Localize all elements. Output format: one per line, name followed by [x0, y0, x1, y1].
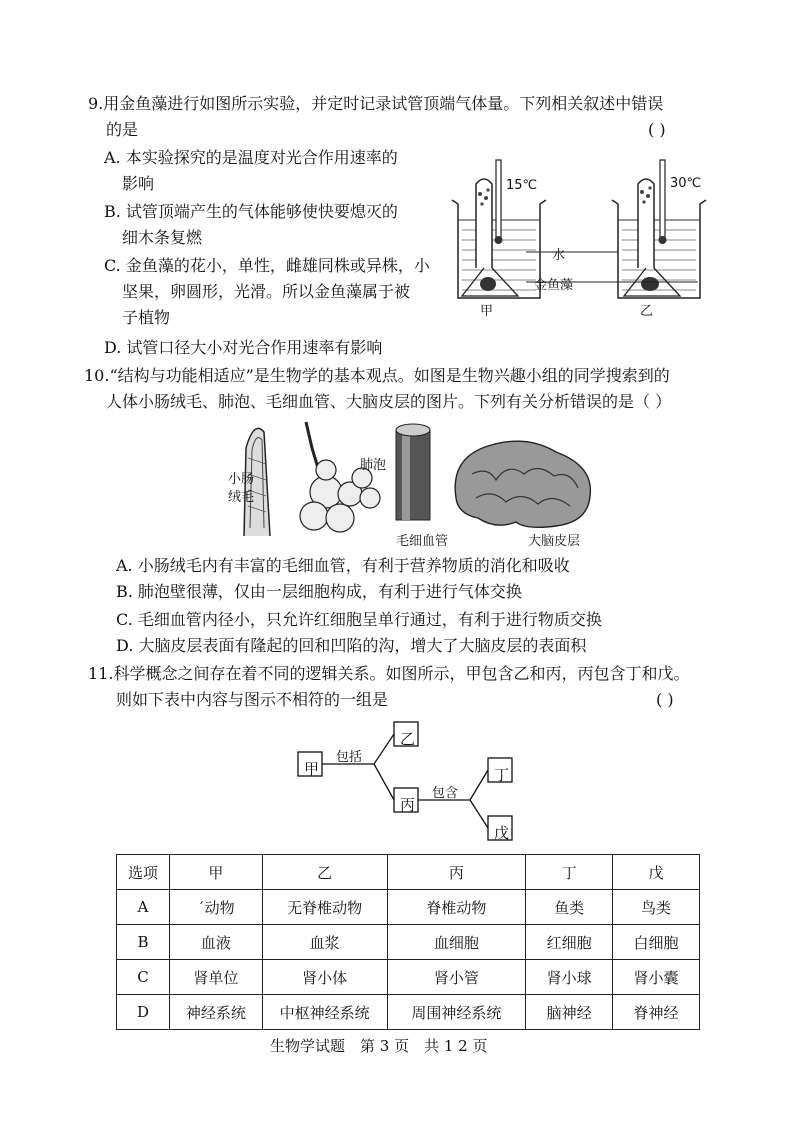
q9-figure-jia: 甲 — [480, 304, 494, 319]
table-cell: 神经系统 — [169, 995, 262, 1030]
table-cell: 脊神经 — [613, 995, 700, 1030]
q9-option-b-line2: 细木条复燃 — [122, 228, 203, 247]
table-cell: ˊ动物 — [169, 890, 262, 925]
q9-answer-paren: ( ) — [648, 120, 666, 139]
table-cell: 肾小球 — [526, 960, 613, 995]
q9-option-c-line1: C. 金鱼藻的花小，单性，雌雄同株或异株，小 — [104, 256, 430, 275]
capillary-image — [396, 424, 430, 520]
q10-stem-line2: 人体小肠绒毛、肺泡、毛细血管、大脑皮层的图片。下列有关分析错误的是（ ） — [106, 392, 672, 411]
q9-temp-label-right: 30℃ — [670, 176, 702, 191]
table-row — [117, 995, 700, 1030]
table-cell: 周围神经系统 — [387, 995, 526, 1030]
q10-villi-label-1: 小肠 — [228, 472, 255, 487]
table-cell: 血液 — [169, 925, 262, 960]
q10-option-a: A. 小肠绒毛内有丰富的毛细血管，有利于营养物质的消化和吸收 — [116, 556, 570, 575]
table-header-cell: 丁 — [526, 855, 613, 890]
table-header-cell: 甲 — [169, 855, 262, 890]
q11-stem-line2: 则如下表中内容与图示不相符的一组是 — [116, 690, 389, 709]
diagram-wu: 戊 — [494, 824, 510, 842]
q9-stem-line2: 的是 — [106, 120, 139, 139]
table-row — [117, 925, 700, 960]
q10-cortex-label: 大脑皮层 — [528, 534, 581, 549]
q9-stem-line1: 9.用金鱼藻进行如图所示实验，并定时记录试管顶端气体量。下列相关叙述中错误 — [88, 94, 664, 113]
table-cell: A — [117, 890, 170, 925]
q10-stem-line1: 10.“结构与功能相适应”是生物学的基本观点。如图是生物兴趣小组的同学搜索到的 — [84, 366, 670, 385]
table-cell: 中枢神经系统 — [262, 995, 387, 1030]
q10-villi-label-2: 绒毛 — [228, 490, 255, 505]
q10-option-c: C. 毛细血管内径小，只允许红细胞呈单行通过，有利于进行物质交换 — [116, 610, 602, 629]
diagram-label-contain: 包含 — [432, 786, 459, 801]
table-header-cell: 选项 — [117, 855, 170, 890]
q10-capillary-label: 毛细血管 — [396, 534, 449, 549]
table-header-cell: 戊 — [613, 855, 700, 890]
table-cell: 无脊椎动物 — [262, 890, 387, 925]
q11-options-table — [116, 854, 700, 1030]
table-header-cell: 乙 — [262, 855, 387, 890]
diagram-ding: 丁 — [494, 766, 510, 784]
table-header-cell: 丙 — [387, 855, 526, 890]
table-cell: 鸟类 — [613, 890, 700, 925]
table-cell: 脑神经 — [526, 995, 613, 1030]
diagram-yi: 乙 — [400, 730, 416, 748]
table-cell: 白细胞 — [613, 925, 700, 960]
table-header-row — [117, 855, 700, 890]
table-cell: 红细胞 — [526, 925, 613, 960]
q11-stem-line1: 11.科学概念之间存在着不同的逻辑关系。如图所示，甲包含乙和丙，丙包含丁和戊。 — [88, 664, 690, 683]
table-cell: C — [117, 960, 170, 995]
table-cell: D — [117, 995, 170, 1030]
diagram-bing: 丙 — [400, 796, 416, 814]
table-cell: 肾小管 — [387, 960, 526, 995]
table-row — [117, 890, 700, 925]
q10-option-b: B. 肺泡壁很薄，仅由一层细胞构成，有利于进行气体交换 — [116, 582, 522, 601]
q9-plant-label: 金鱼藻 — [534, 278, 574, 293]
diagram-label-include: 包括 — [336, 750, 363, 765]
q9-figure-yi: 乙 — [640, 304, 654, 319]
page-footer: 生物学试题 第 3 页 共 1 2 页 — [270, 1037, 488, 1055]
q9-option-a-line2: 影响 — [122, 174, 155, 193]
table-cell: B — [117, 925, 170, 960]
table-cell: 鱼类 — [526, 890, 613, 925]
table-cell: 血细胞 — [387, 925, 526, 960]
q9-option-d: D. 试管口径大小对光合作用速率有影响 — [104, 338, 383, 357]
q9-temp-label-left: 15℃ — [506, 178, 538, 193]
q10-organs-figure — [226, 418, 606, 540]
q9-option-c-line3: 子植物 — [122, 308, 171, 327]
q9-option-c-line2: 坚果，卵圆形，光滑。所以金鱼藻属于被 — [122, 282, 411, 301]
table-cell: 肾小囊 — [613, 960, 700, 995]
q9-water-label: 水 — [552, 248, 566, 263]
table-cell: 肾小体 — [262, 960, 387, 995]
brain-image — [455, 441, 590, 527]
q9-option-a-line1: A. 本实验探究的是温度对光合作用速率的 — [104, 148, 398, 167]
q10-option-d: D. 大脑皮层表面有隆起的回和凹陷的沟，增大了大脑皮层的表面积 — [116, 636, 587, 655]
table-cell: 肾单位 — [169, 960, 262, 995]
table-row — [117, 960, 700, 995]
table-cell: 脊椎动物 — [387, 890, 526, 925]
diagram-jia: 甲 — [304, 760, 320, 778]
table-cell: 血浆 — [262, 925, 387, 960]
q11-answer-paren: ( ) — [656, 690, 674, 709]
q9-option-b-line1: B. 试管顶端产生的气体能够使快要熄灭的 — [104, 202, 398, 221]
q10-alveoli-label: 肺泡 — [360, 458, 387, 473]
alveoli-image — [300, 422, 380, 532]
